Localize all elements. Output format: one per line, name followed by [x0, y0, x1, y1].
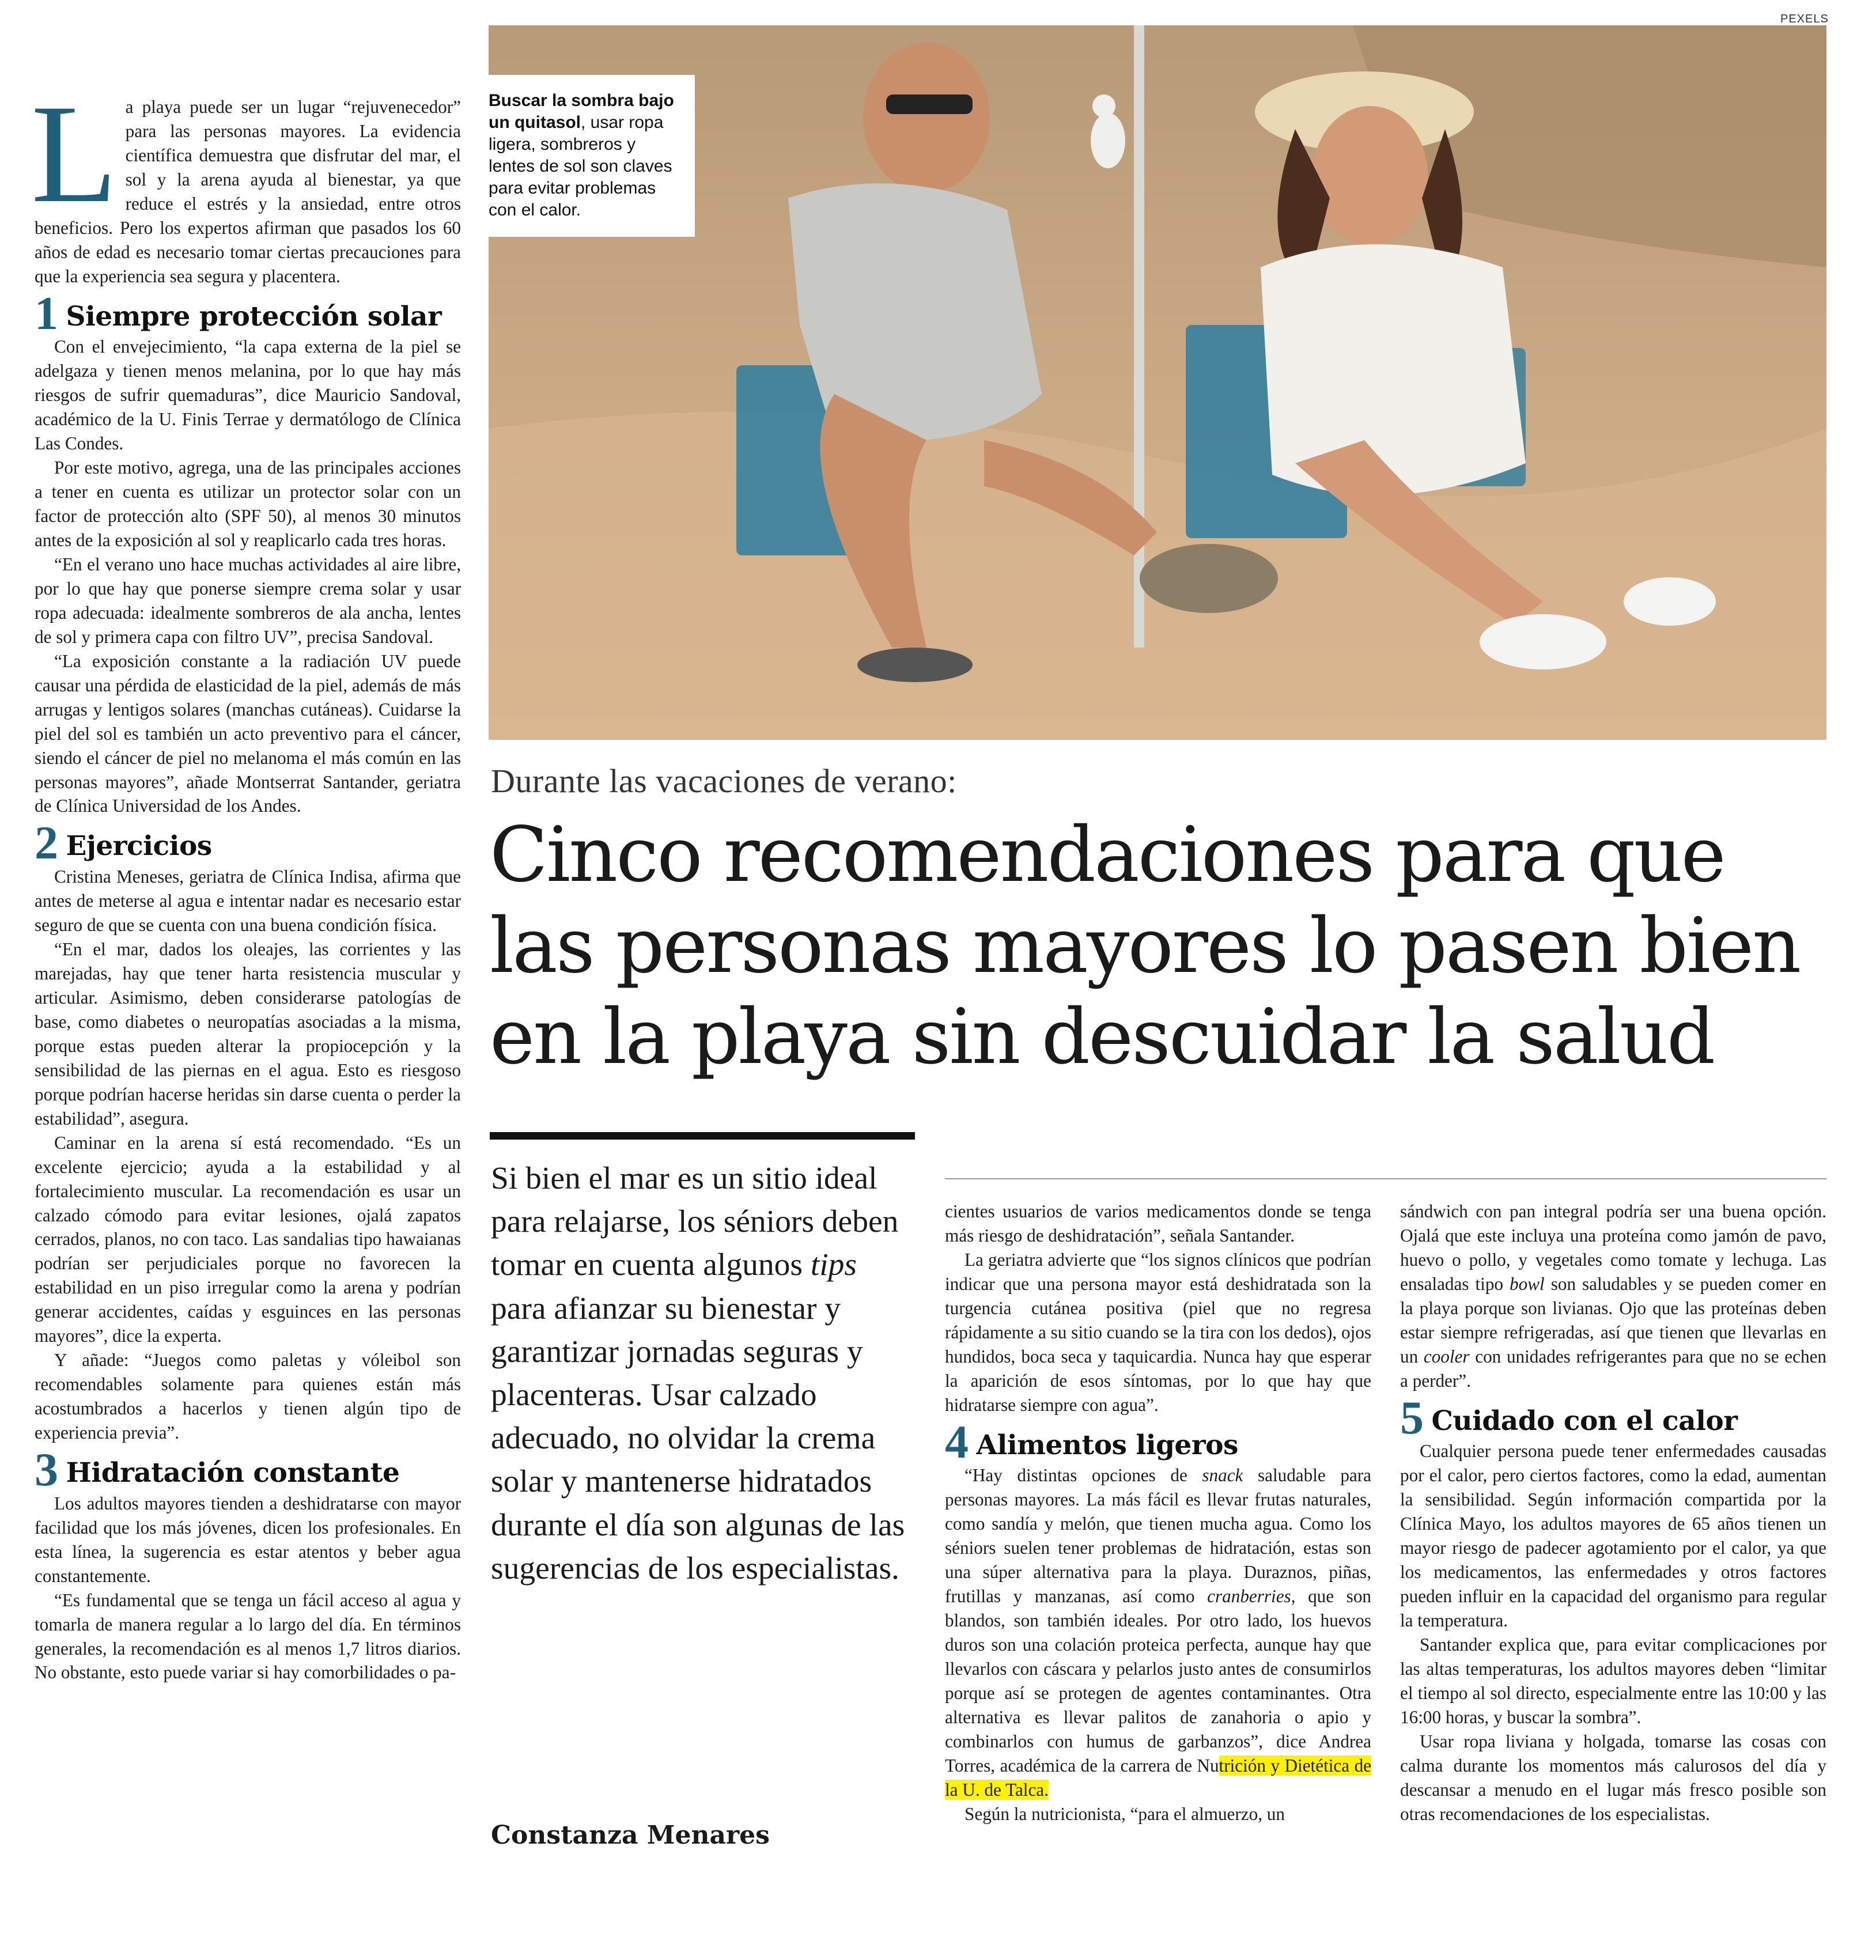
- section-2-paragraph: Caminar en la arena sí está recomendado. “Es un excelente ejercicio; ayuda a la estabilidad y al fortalecimiento muscular. La recomendación es usar un calzado cómodo para evitar lesiones, ojalá zapatos cerrados, planos, no con taco. Las sandalias tipo hawaianas podrían ser perjudiciales porque no favorecen la estabilidad en un piso irregular como la arena y podrían generar accidentes, caídas y esguinces en las personas mayores”, dice la experta.: [35, 1132, 461, 1346]
- intro-deck: Si bien el mar es un sitio ideal para relajarse, los séniors deben tomar en cuenta algunos tips para afianzar su bienestar y garantizar jornadas seguras y placenteras. Usar calzado adecuado, no olvidar la crema solar y mantenerse hidratados durante el día son algunas de las sugerencias de los especialistas.: [491, 1161, 905, 1586]
- section-5-heading: 5 Cuidado con el calor: [1400, 1391, 1738, 1444]
- section-1-paragraph: “En el verano uno hace muchas actividades al aire libre, por lo que hay que ponerse siempre crema solar y usar ropa adecuada: idealmente sombreros de ala ancha, lentes de sol y primera capa con filtro UV”, precisa Sandoval.: [35, 554, 461, 647]
- section-3-paragraph: Los adultos mayores tienden a deshidratarse con mayor facilidad que los más jóvenes, dicen los profesionales. En esta línea, la sugerencia es estar atentos y beber agua constantemente.: [35, 1493, 461, 1586]
- section-3-heading: 3 Hidratación constante: [35, 1443, 400, 1496]
- section-4-paragraph: Según la nutricionista, “para el almuerzo, un: [965, 1803, 1285, 1824]
- section-1-paragraph: “La exposición constante a la radiación UV puede causar una pérdida de elasticidad de la piel, además de más arrugas y lentigos solares (manchas cutáneas). Cuidarse la piel del sol es también un acto preventivo para el cáncer, siendo el cáncer de piel no melanoma el más común en las personas mayores”, añade Montserrat Santander, geriatra de Clínica Universidad de los Andes.: [35, 650, 461, 816]
- highlighted-text: trición y Dietética de la U. de Talca.: [945, 1755, 1372, 1800]
- section-1-paragraph: Por este motivo, agrega, una de las principales acciones a tener en cuenta es utilizar un protector solar con un factor de protección alto (SPF 50), al menos 30 minutos antes de la exposición al sol y reaplicarlo cada tres horas.: [35, 457, 461, 550]
- section-2-paragraph: Cristina Meneses, geriatra de Clínica Indisa, afirma que antes de meterse al agua e intentar nadar es necesario estar seguro de que se cuenta con una buena condición física.: [35, 867, 461, 936]
- col3-paragraph: cientes usuarios de varios medicamentos donde se tenga más riesgo de deshidratación”, señala Santander.: [945, 1201, 1371, 1246]
- section-4-heading: 4 Alimentos ligeros: [945, 1415, 1238, 1468]
- column-4: [1400, 1200, 1826, 1826]
- section-5-paragraph: Santander explica que, para evitar complicaciones por las altas temperaturas, los adultos mayores deben “limitar el tiempo al sol directo, especialmente entre las 10:00 y las 16:00 horas, y buscar la sombra”.: [1400, 1634, 1826, 1727]
- kicker: Durante las vacaciones de verano:: [491, 762, 957, 800]
- left-column: [31, 75, 461, 1685]
- col3-paragraph: La geriatra advierte que “los signos clínicos que podrían indicar que una persona mayor está deshidratada son la turgencia cutánea positiva (piel que no regresa rápidamente a su sitio cuando se la tira con los dedos), ojos hundidos, boca seca y taquicardia. Nunca hay que esperar la aparición de esos síntomas, por lo que hay que hidratarse siempre con agua”.: [945, 1249, 1371, 1415]
- column-3: [945, 1200, 1371, 1826]
- drop-cap: L: [31, 75, 118, 232]
- photo-credit: PEXELS: [1780, 13, 1829, 25]
- section-1-paragraph: Con el envejecimiento, “la capa externa de la piel se adelgaza y tienen menos melanina, por lo que hay más riesgos de sufrir quemaduras”, dice Mauricio Sandoval, académico de la U. Finis Terrae y dermatólogo de Clínica Las Condes.: [35, 336, 461, 454]
- intro-rule: [490, 1132, 915, 1140]
- section-5-paragraph: Cualquier persona puede tener enfermedades causadas por el calor, pero ciertos factores, como la edad, aumentan la sensibilidad. Según información compartida por la Clínica Mayo, los adultos mayores de 65 años tienen un mayor riesgo de padecer agotamiento por el calor, ya que los medicamentos, las enfermedades y otros factores pueden influir en la capacidad del organismo para regular la temperatura.: [1400, 1441, 1826, 1631]
- photo-caption: Buscar la sombra bajo un quitasol, usar ropa ligera, sombreros y lentes de sol son claves para evitar problemas con el calor.: [489, 75, 695, 237]
- section-2-paragraph: “En el mar, dados los oleajes, las corrientes y las marejadas, hay que tener harta resistencia muscular y articular. Asimismo, deben considerarse patologías de base, como diabetes o neuropatías asociadas a la misma, porque estas pueden alterar la propiocepción y la sensibilidad de las piernas en el agua. Esto es riesgoso porque podrían hacerse heridas sin darse cuenta o perder la estabilidad”, asegura.: [35, 939, 461, 1129]
- lead-paragraph: La playa puede ser un lugar “rejuvenecedor” para las personas mayores. La evidencia científica demuestra que disfrutar del mar, el sol y la arena ayuda al bienestar, ya que reduce el estrés y la ansiedad, entre otros beneficios. Pero los expertos afirman que pasados los 60 años de edad es necesario tomar ciertas precauciones para que la experiencia sea segura y placentera.: [31, 75, 461, 286]
- section-2-heading: 2 Ejercicios: [35, 816, 212, 869]
- headline: Cinco recomendaciones para que las personas mayores lo pasen bien en la playa sin descuidar la salud: [490, 811, 1800, 1082]
- author-byline: Constanza Menares: [491, 1821, 770, 1850]
- section-4-paragraph: “Hay distintas opciones de snack saludable para personas mayores. La más fácil es llevar frutas naturales, como sandía y melón, que tienen mucha agua. Como los séniors suelen tener problemas de hidratación, estas son una súper alternativa para la playa. Duraznos, piñas, frutillas y manzanas, así como cranberries, que son blandos, son también ideales. Por otro lado, los huevos duros son una colación proteica perfecta, aunque hay que llevarlos con cáscara y pelarlos justo antes de consumirlos porque así se protegen de agentes contaminantes. Otra alternativa es llevar palitos de zanahoria o apio y combinarlos con humus de garbanzos”, dice Andrea Torres, académica de la carrera de Nutrición y Dietética de la U. de Talca.: [945, 1465, 1372, 1800]
- caption-bold: Buscar la sombra bajo un quitasol: [489, 91, 674, 133]
- section-1-heading: 1 Siempre protección solar: [35, 286, 442, 339]
- section-5-paragraph: Usar ropa liviana y holgada, tomarse las cosas con calma durante los momentos más calurosos del día y descansar a menudo en el lugar más fresco posible son otras recomendaciones de los especialistas.: [1400, 1731, 1826, 1824]
- col4-paragraph: sándwich con pan integral podría ser una buena opción. Ojalá que este incluya una proteína como jamón de pavo, huevo o pollo, y vegetales como tomate y lechuga. Las ensaladas tipo bowl son saludables y se pueden comer en la playa porque son livianas. Ojo que las proteínas deben estar siempre refrigeradas, así que tienen que llevarlas en un cooler con unidades refrigerantes para que no se echen a perder”.: [1400, 1201, 1827, 1391]
- section-2-paragraph: Y añade: “Juegos como paletas y vóleibol son recomendables solamente para quienes están más acostumbrados a hacerlos y tienen algún tipo de experiencia previa”.: [35, 1350, 461, 1443]
- column-rule: [945, 1178, 1826, 1179]
- section-3-paragraph: “Es fundamental que se tenga un fácil acceso al agua y tomarla de manera regular a lo largo del día. En términos generales, la recomendación es al menos 1,7 litros diarios. No obstante, esto puede variar si hay comorbilidades o pa-: [35, 1590, 461, 1683]
